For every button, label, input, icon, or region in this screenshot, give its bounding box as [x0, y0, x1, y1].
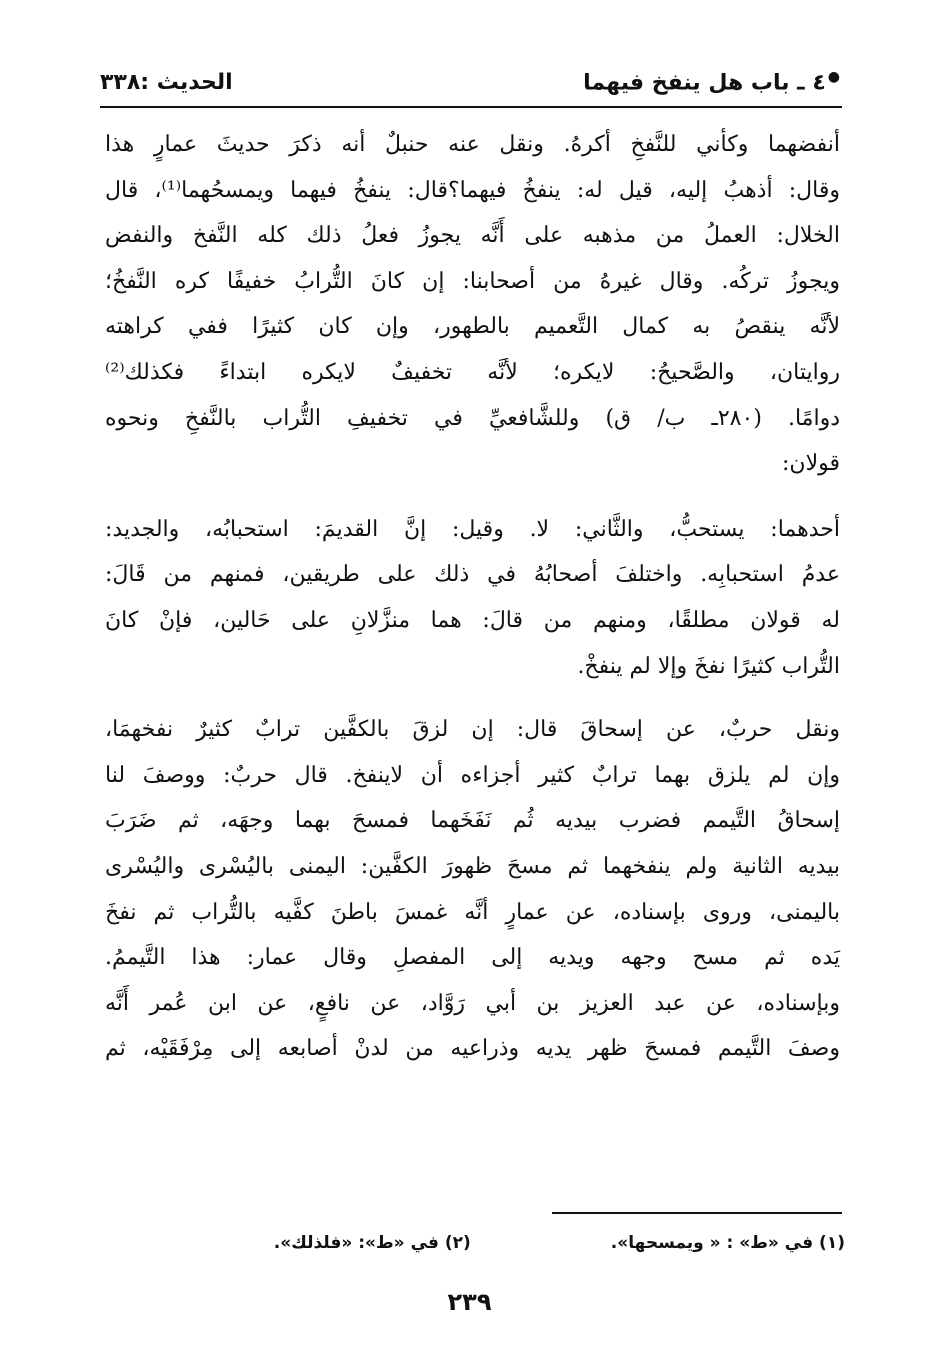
text-line: يَده ثم مسح وجهه ويديه إلى المفصلِ وقال عمار: هذا التَّيممُ. — [105, 945, 840, 971]
text-line: وإن لم يلزق بهما ترابٌ كثير أجزاءه أن لاينفخ. قال حربٌ: ووصفَ لنا — [105, 762, 840, 788]
footnote-2: (٢) في «ط»: «فلذلك». — [273, 1233, 471, 1253]
main-text — [105, 122, 840, 1072]
text-line: عدمُ استحبابِه. واختلفَ أصحابُهُ في ذلك على طريقين، فمنهم من قَالَ: — [105, 562, 840, 588]
hadith-reference: الحديث :٣٣٨ — [100, 69, 233, 95]
text-line: قولان: — [782, 451, 840, 477]
text-line: وبإسناده، عن عبد العزيز بن أبي رَوَّاد، عن نافعٍ، عن ابن عُمر أَنَّه — [105, 990, 840, 1016]
text-line: التُّراب كثيرًا نفخَ وإلا لم ينفخْ. — [577, 653, 840, 679]
text-line: روايتان، والصَّحيحُ: لايكره؛ لأنَّه تخفيفٌ لايكره ابتداءً فكذلك⁽²⁾ — [105, 359, 840, 385]
footnote-divider — [552, 1212, 842, 1214]
text-line: وقال: أذهبُ إليه، قيل له: ينفخُ فيهما؟قال: ينفخُ فيهما ويمسحُهما⁽¹⁾، قال — [105, 177, 841, 203]
footnote-1: (١) في «ط» : « ويمسحها». — [610, 1233, 845, 1253]
text-line: الخلال: العملُ من مذهبه على أَنَّه يجوزُ فعلُ ذلك كله النَّفخ والنفض — [105, 223, 840, 249]
text-line: وصفَ التَّيمم فمسحَ ظهر يديه وذراعيه من لدنْ أصابعه إلى مِرْفَقَيْه، ثم — [105, 1036, 840, 1062]
paragraph-3 — [105, 707, 840, 1072]
text-line: إسحاقُ التَّيمم فضرب بيديه ثُم نَفَخَهما فمسحَ بهما وجهَه، ثم ضَرَبَ — [105, 808, 840, 834]
chapter-title-text: ٤ ـ باب هل ينفخ فيهما — [583, 70, 826, 96]
paragraph-gap — [105, 487, 840, 507]
footnotes — [260, 1226, 845, 1260]
paragraph-2 — [105, 507, 840, 689]
text-line: أنفضهما وكأني للنَّفخِ أكرهُ. ونقل عنه حنبلٌ أنه ذكرَ حديثَ عمارٍ هذا — [105, 132, 840, 157]
running-header — [100, 62, 840, 102]
chapter-title — [583, 69, 840, 95]
page-number: ٢٣٩ — [447, 1288, 492, 1316]
text-line: لأنَّه ينقصُ به كمال التَّعميم بالطهور، وإن كان كثيرًا ففي كراهته — [105, 314, 840, 340]
text-line: بيديه الثانية ولم ينفخهما ثم مسحَ ظهورَ الكفَّين: اليمنى باليُسْرى واليُسْرى — [105, 853, 840, 879]
paragraph-1 — [105, 122, 840, 487]
paragraph-gap — [105, 689, 840, 707]
text-line: ونقل حربٌ، عن إسحاقَ قال: إن لزقَ بالكفَّين ترابٌ كثيرٌ نفخهمَا، — [105, 717, 840, 743]
text-line: ويجوزُ تركُه. وقال غيرهُ من أصحابنا: إن كانَ التُّرابُ خفيفًا كره النَّفخُ؛ — [105, 268, 840, 294]
text-line: باليمنى، وروى بإسناده، عن عمارٍ أنَّه غمسَ باطنَ كفَّيه بالتُّراب ثم نفخَ — [105, 899, 840, 925]
text-line: له قولان مطلقًا، ومنهم من قالَ: هما منزَّلانِ على حَالين، فإنْ كانَ — [105, 607, 840, 633]
text-line: دوامًا. (٢٨٠ـ ب/ ق) وللشَّافعيِّ في تخفيفِ التُّراب بالنَّفخِ ونحوه — [105, 405, 841, 431]
header-divider — [100, 106, 842, 108]
text-line: أحدهما: يستحبُّ، والثَّاني: لا. وقيل: إنَّ القديمَ: استحبابُه، والجديد: — [105, 516, 840, 542]
chapter-marker-icon: ● — [827, 68, 840, 85]
